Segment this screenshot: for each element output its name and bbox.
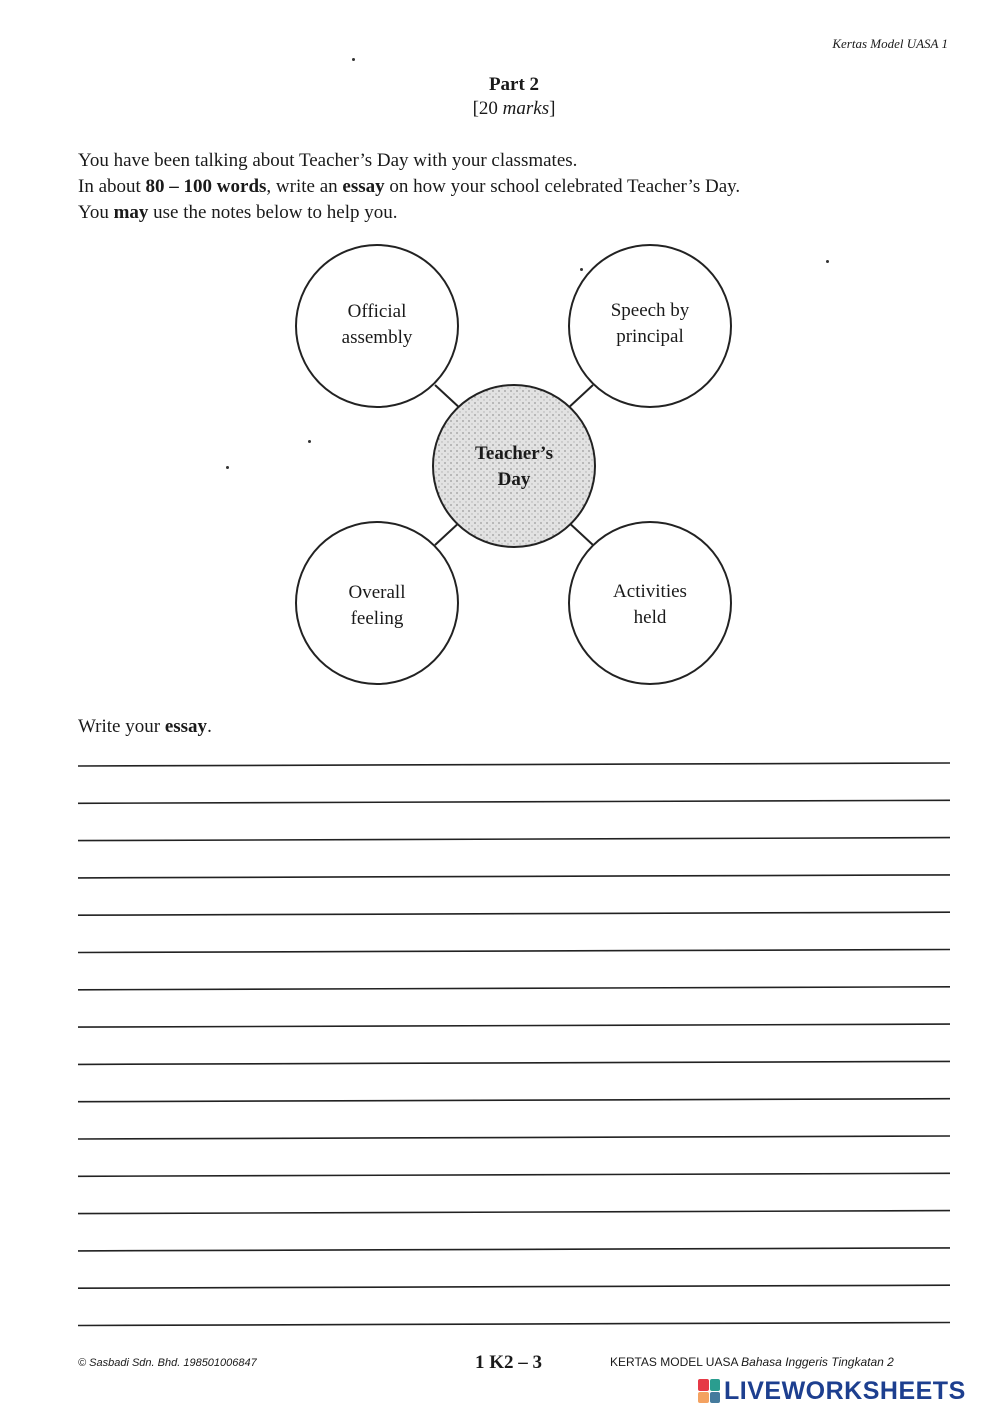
scan-speck: [352, 58, 355, 61]
footer-copyright: © Sasbadi Sdn. Bhd. 198501006847: [78, 1357, 257, 1369]
brand-name: LIVEWORKSHEETS: [724, 1376, 966, 1405]
writing-line[interactable]: [78, 875, 950, 878]
writing-line[interactable]: [78, 950, 950, 953]
scan-speck: [580, 268, 583, 271]
liveworksheets-brand[interactable]: [698, 1376, 966, 1406]
footer-page-number: 1 K2 – 3: [475, 1352, 543, 1373]
writing-line[interactable]: [78, 987, 950, 990]
writing-line[interactable]: [78, 912, 950, 915]
node-official-assembly: Official assembly: [341, 301, 413, 348]
node-speech-by-principal: Speech by principal: [610, 300, 690, 347]
instruction-line-3: You may use the notes below to help you.: [78, 202, 398, 223]
writing-line[interactable]: [78, 1211, 950, 1214]
node-overall-feeling: Overall feeling: [348, 582, 406, 629]
marks-label: [20 marks]: [472, 98, 556, 119]
scan-speck: [226, 466, 229, 469]
writing-line[interactable]: [78, 1061, 950, 1064]
footer-title: KERTAS MODEL UASA Bahasa Inggeris Tingkatan 2: [610, 1355, 894, 1369]
scan-speck: [826, 260, 829, 263]
scan-speck: [308, 440, 311, 443]
writing-line[interactable]: [78, 1323, 950, 1326]
header-reference: Kertas Model UASA 1: [832, 36, 948, 51]
node-teachers-day: Teacher’s Day: [474, 443, 554, 490]
part-title: Part 2: [488, 74, 540, 95]
writing-line[interactable]: [78, 800, 950, 803]
writing-line[interactable]: [78, 1136, 950, 1139]
writing-line[interactable]: [78, 1024, 950, 1027]
node-activities-held: Activities held: [613, 581, 687, 628]
writing-line[interactable]: [78, 1173, 950, 1176]
writing-line[interactable]: [78, 1099, 950, 1102]
writing-line[interactable]: [78, 763, 950, 766]
liveworksheets-logo-icon: [698, 1379, 720, 1403]
essay-prompt: Write your essay.: [78, 716, 212, 737]
instruction-line-2: In about 80 – 100 words, write an essay on how your school celebrated Teacher’s Day.: [78, 176, 741, 197]
instruction-line-1: You have been talking about Teacher’s Day with your classmates.: [78, 150, 578, 171]
writing-line[interactable]: [78, 1285, 950, 1288]
writing-line[interactable]: [78, 1248, 950, 1251]
writing-line[interactable]: [78, 838, 950, 841]
